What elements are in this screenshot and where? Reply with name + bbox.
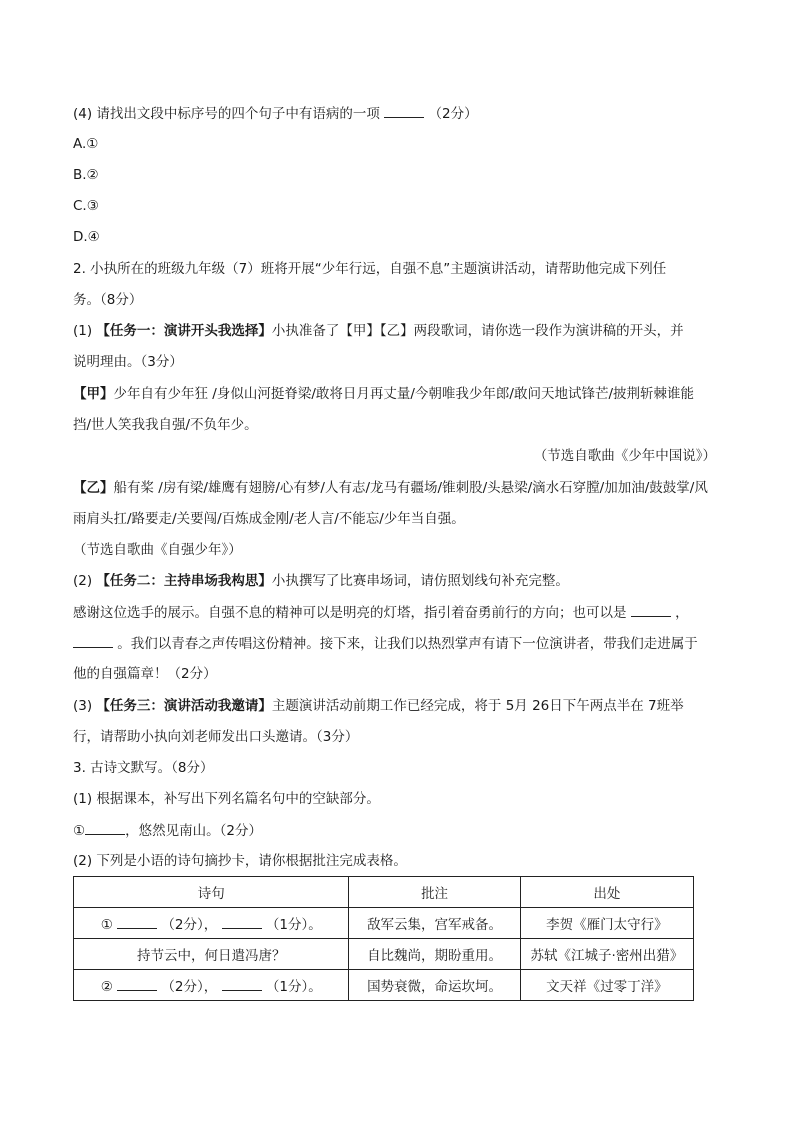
q4-prompt-line xyxy=(73,103,478,124)
q4-option-d: D.④ xyxy=(73,229,100,245)
poem-blank-2b[interactable] xyxy=(222,976,262,991)
poem-score-a: （2分）， xyxy=(161,979,218,995)
q3-sub1-item-prefix: ① xyxy=(73,823,86,839)
poem-blank-1b[interactable] xyxy=(222,914,262,929)
task3-line1 xyxy=(73,696,684,716)
q4-option-b: B.② xyxy=(73,167,99,183)
task1-prefix: (1) xyxy=(73,323,93,339)
task2-blank-1[interactable] xyxy=(631,602,671,617)
task2-title: 【任务二：主持串场我构思】 xyxy=(96,573,272,589)
q2-intro-line1: 2. 小执所在的班级九年级（7）班将开展“少年行远，自强不息”主题演讲活动，请帮助他完成下列任 xyxy=(73,261,667,277)
lyric-jia-label: 【甲】 xyxy=(73,386,114,402)
header-source: 出处 xyxy=(520,877,693,908)
task3-title: 【任务三：演讲活动我邀请】 xyxy=(96,698,272,714)
poem-blank-1a[interactable] xyxy=(117,914,157,929)
q3-sub1: (1) 根据课本，补写出下列名篇名句中的空缺部分。 xyxy=(73,791,380,807)
q4-option-a: A.① xyxy=(73,136,99,152)
poem-score-b: （1分）。 xyxy=(265,979,322,995)
q3-sub1-blank[interactable] xyxy=(85,820,125,835)
lyric-yi-line1 xyxy=(73,478,708,498)
table-row xyxy=(74,970,694,1001)
source-cell: 李贺《雁门太守行》 xyxy=(520,908,693,939)
task2-para-line2 xyxy=(73,633,698,654)
q3-sub1-item xyxy=(73,820,262,841)
q4-prompt: (4) 请找出文段中标序号的四个句子中有语病的一项 xyxy=(73,106,380,122)
source-cell: 文天祥《过零丁洋》 xyxy=(520,970,693,1001)
poem-score-b: （1分）。 xyxy=(265,917,322,933)
poem-prefix: ② xyxy=(100,979,113,995)
lyric-jia-source: （节选自歌曲《少年中国说》） xyxy=(533,448,716,464)
lyric-jia-text1: 少年自有少年狂 /身似山河挺脊梁/敢将日月再丈量/今朝唯我少年郎/敢问天地试锋芒/披荆斩棘谁能 xyxy=(113,386,695,402)
poem-score-a: （2分）， xyxy=(161,917,218,933)
lyric-jia-line2: 挡/世人笑我我自强/不负年少。 xyxy=(73,417,258,433)
q4-answer-blank[interactable] xyxy=(384,103,424,118)
poem-cell xyxy=(74,908,349,939)
task1-line2: 说明理由。（3分） xyxy=(73,354,183,370)
poem-table-header xyxy=(74,877,694,908)
poem-cell: 持节云中，何日遣冯唐？ xyxy=(74,939,349,970)
task2-line1 xyxy=(73,571,569,591)
lyric-yi-text1: 船有桨 /房有梁/雄鹰有翅膀/心有梦/人有志/龙马有疆场/锥刺股/头悬梁/滴水石穿膛/加加油/鼓鼓掌/风 xyxy=(113,480,708,496)
table-row xyxy=(74,908,694,939)
header-note: 批注 xyxy=(349,877,520,908)
poem-cell xyxy=(74,970,349,1001)
q3-title: 3. 古诗文默写。（8分） xyxy=(73,760,214,776)
task2-para2: 。我们以青春之声传唱这份精神。接下来，让我们以热烈掌声有请下一位演讲者，带我们走进属于 xyxy=(117,636,698,652)
note-cell: 自比魏尚，期盼重用。 xyxy=(349,939,520,970)
task3-line2: 行，请帮助小执向刘老师发出口头邀请。（3分） xyxy=(73,729,359,745)
lyric-yi-label: 【乙】 xyxy=(73,480,114,496)
note-cell: 国势衰微，命运坎坷。 xyxy=(349,970,520,1001)
q2-intro-line2: 务。（8分） xyxy=(73,292,143,308)
task2-para1: 感谢这位选手的展示。自强不息的精神可以是明亮的灯塔，指引着奋勇前行的方向；也可以是 xyxy=(73,605,627,621)
task2-para-line1 xyxy=(73,602,689,623)
header-poem: 诗句 xyxy=(74,877,349,908)
poem-prefix: ① xyxy=(100,917,113,933)
task1-title: 【任务一：演讲开头我选择】 xyxy=(96,323,272,339)
task1-text1: 小执准备了【甲】【乙】两段歌词，请你选一段作为演讲稿的开头，并 xyxy=(271,323,684,339)
task3-prefix: (3) xyxy=(73,698,93,714)
task2-para1-end: ， xyxy=(675,605,689,621)
table-row xyxy=(74,939,694,970)
source-cell: 苏轼《江城子·密州出猎》 xyxy=(520,939,693,970)
lyric-yi-source: （节选自歌曲《自强少年》） xyxy=(73,542,242,558)
task1-line1 xyxy=(73,321,684,341)
task2-text: 小执撰写了比赛串场词，请仿照划线句补充完整。 xyxy=(271,573,569,589)
q4-score: （2分） xyxy=(428,106,478,122)
lyric-yi-line2: 雨肩头扛/路要走/关要闯/百炼成金刚/老人言/不能忘/少年当自强。 xyxy=(73,511,465,527)
task3-text1: 主题演讲活动前期工作已经完成，将于 5月 26日下午两点半在 7班举 xyxy=(271,698,684,714)
task2-prefix: (2) xyxy=(73,573,93,589)
task2-blank-2[interactable] xyxy=(73,633,113,648)
poem-blank-2a[interactable] xyxy=(117,976,157,991)
lyric-jia-line1 xyxy=(73,384,694,404)
task2-para-line3: 他的自强篇章！（2分） xyxy=(73,666,217,682)
q3-sub1-item-suffix: ，悠然见南山。（2分） xyxy=(125,823,262,839)
poem-table xyxy=(73,876,694,1001)
q4-option-c: C.③ xyxy=(73,198,99,214)
q3-sub2: (2) 下列是小语的诗句摘抄卡，请你根据批注完成表格。 xyxy=(73,853,407,869)
note-cell: 敌军云集，宫军戒备。 xyxy=(349,908,520,939)
